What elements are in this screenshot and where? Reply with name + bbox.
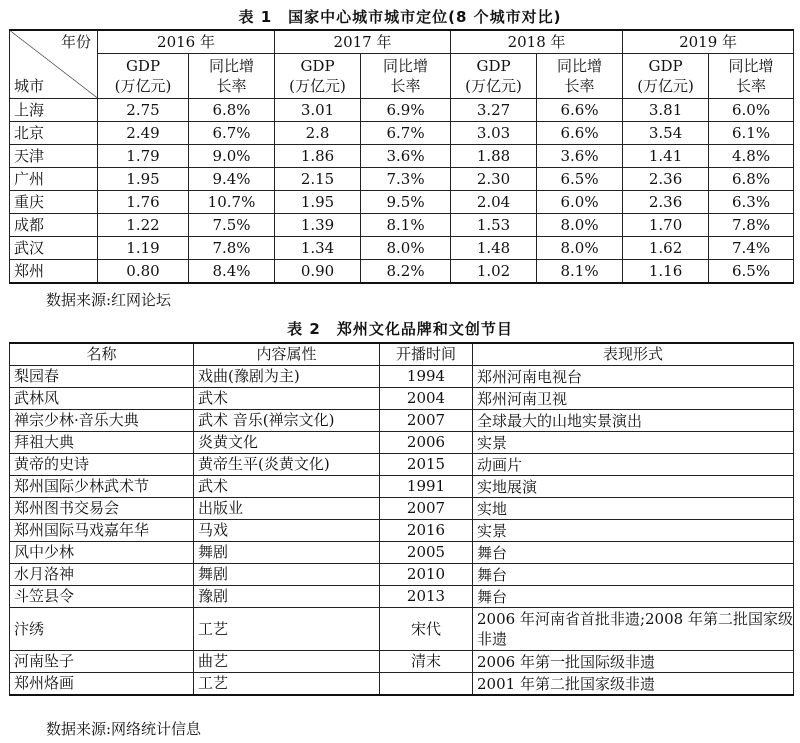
gdp-cell: 3.03 bbox=[451, 122, 537, 145]
gdp-cell: 1.95 bbox=[98, 168, 189, 191]
growth-cell: 8.1% bbox=[537, 260, 623, 284]
growth-cell: 6.6% bbox=[537, 99, 623, 122]
growth-cell: 7.8% bbox=[189, 237, 275, 260]
subheader-growth: 同比增 长率 bbox=[189, 54, 275, 99]
growth-cell: 6.6% bbox=[537, 122, 623, 145]
growth-cell: 6.9% bbox=[361, 99, 451, 122]
table1-source-note: 数据来源:红网论坛 bbox=[46, 291, 172, 309]
table-row bbox=[10, 520, 794, 542]
gdp-cell: 0.80 bbox=[98, 260, 189, 284]
subheader-growth: 同比增 长率 bbox=[361, 54, 451, 99]
gdp-cell: 3.54 bbox=[623, 122, 709, 145]
gdp-cell: 1.76 bbox=[98, 191, 189, 214]
attribute-cell: 武术 bbox=[194, 388, 380, 410]
form-cell: 郑州河南电视台 bbox=[473, 366, 794, 388]
attribute-cell: 马戏 bbox=[194, 520, 380, 542]
table-row bbox=[10, 214, 794, 237]
city-cell: 广州 bbox=[10, 168, 98, 191]
header-attribute: 内容属性 bbox=[194, 343, 380, 366]
table-row bbox=[10, 145, 794, 168]
form-cell: 舞台 bbox=[473, 542, 794, 564]
corner-city-label: 城市 bbox=[14, 77, 45, 95]
name-cell: 风中少林 bbox=[10, 542, 194, 564]
table-row bbox=[10, 564, 794, 586]
gdp-cell: 1.95 bbox=[275, 191, 361, 214]
gdp-cell: 1.39 bbox=[275, 214, 361, 237]
start-time-cell: 清末 bbox=[380, 651, 473, 673]
name-cell: 武林风 bbox=[10, 388, 194, 410]
attribute-cell: 武术 音乐(禅宗文化) bbox=[194, 410, 380, 432]
growth-cell: 6.5% bbox=[537, 168, 623, 191]
start-time-cell: 2016 bbox=[380, 520, 473, 542]
name-cell: 郑州国际马戏嘉年华 bbox=[10, 520, 194, 542]
growth-cell: 6.8% bbox=[189, 99, 275, 122]
growth-cell: 6.8% bbox=[709, 168, 794, 191]
gdp-cell: 2.8 bbox=[275, 122, 361, 145]
city-cell: 天津 bbox=[10, 145, 98, 168]
growth-cell: 4.8% bbox=[709, 145, 794, 168]
city-cell: 重庆 bbox=[10, 191, 98, 214]
table-row bbox=[10, 168, 794, 191]
growth-cell: 8.1% bbox=[361, 214, 451, 237]
table-row bbox=[10, 191, 794, 214]
growth-cell: 6.3% bbox=[709, 191, 794, 214]
attribute-cell: 戏曲(豫剧为主) bbox=[194, 366, 380, 388]
growth-cell: 3.6% bbox=[361, 145, 451, 168]
header-name: 名称 bbox=[10, 343, 194, 366]
year-header-2019: 2019 年 bbox=[623, 30, 794, 54]
gdp-cell: 1.70 bbox=[623, 214, 709, 237]
gdp-cell: 1.62 bbox=[623, 237, 709, 260]
attribute-cell: 舞剧 bbox=[194, 542, 380, 564]
attribute-cell: 豫剧 bbox=[194, 586, 380, 608]
table2-source-note: 数据来源:网络统计信息 bbox=[46, 720, 202, 738]
subheader-gdp: GDP (万亿元) bbox=[451, 54, 537, 99]
attribute-cell: 炎黄文化 bbox=[194, 432, 380, 454]
start-time-cell: 2013 bbox=[380, 586, 473, 608]
table1-title: 表 1 国家中心城市城市定位(8 个城市对比) bbox=[238, 8, 562, 26]
name-cell: 郑州图书交易会 bbox=[10, 498, 194, 520]
attribute-cell: 曲艺 bbox=[194, 651, 380, 673]
form-cell: 2001 年第二批国家级非遗 bbox=[473, 673, 794, 696]
start-time-cell: 2006 bbox=[380, 432, 473, 454]
start-time-cell: 2010 bbox=[380, 564, 473, 586]
name-cell: 水月洛神 bbox=[10, 564, 194, 586]
start-time-cell: 1994 bbox=[380, 366, 473, 388]
growth-cell: 7.5% bbox=[189, 214, 275, 237]
city-cell: 武汉 bbox=[10, 237, 98, 260]
attribute-cell: 舞剧 bbox=[194, 564, 380, 586]
name-cell: 郑州国际少林武术节 bbox=[10, 476, 194, 498]
table-row bbox=[10, 432, 794, 454]
growth-cell: 6.0% bbox=[709, 99, 794, 122]
gdp-cell: 2.15 bbox=[275, 168, 361, 191]
gdp-cell: 1.53 bbox=[451, 214, 537, 237]
form-cell: 实景 bbox=[473, 520, 794, 542]
gdp-cell: 1.16 bbox=[623, 260, 709, 284]
table-row bbox=[10, 608, 794, 651]
table2-title: 表 2 郑州文化品牌和文创节目 bbox=[287, 320, 513, 338]
growth-cell: 8.0% bbox=[537, 237, 623, 260]
start-time-cell: 2007 bbox=[380, 498, 473, 520]
growth-cell: 6.5% bbox=[709, 260, 794, 284]
growth-cell: 6.7% bbox=[361, 122, 451, 145]
form-cell: 2006 年第一批国际级非遗 bbox=[473, 651, 794, 673]
start-time-cell: 宋代 bbox=[380, 608, 473, 651]
growth-cell: 3.6% bbox=[537, 145, 623, 168]
year-header-2016: 2016 年 bbox=[98, 30, 275, 54]
corner-header-cell bbox=[10, 30, 98, 99]
table-row bbox=[10, 586, 794, 608]
gdp-cell: 2.04 bbox=[451, 191, 537, 214]
name-cell: 河南坠子 bbox=[10, 651, 194, 673]
growth-cell: 8.2% bbox=[361, 260, 451, 284]
growth-cell: 9.5% bbox=[361, 191, 451, 214]
header-start-time: 开播时间 bbox=[380, 343, 473, 366]
gdp-cell: 1.79 bbox=[98, 145, 189, 168]
table-row bbox=[10, 410, 794, 432]
header-form: 表现形式 bbox=[473, 343, 794, 366]
gdp-cell: 1.22 bbox=[98, 214, 189, 237]
attribute-cell: 武术 bbox=[194, 476, 380, 498]
name-cell: 禅宗少林·音乐大典 bbox=[10, 410, 194, 432]
gdp-cell: 3.81 bbox=[623, 99, 709, 122]
form-cell: 实地展演 bbox=[473, 476, 794, 498]
gdp-cell: 1.02 bbox=[451, 260, 537, 284]
growth-cell: 10.7% bbox=[189, 191, 275, 214]
gdp-cell: 2.36 bbox=[623, 191, 709, 214]
city-cell: 北京 bbox=[10, 122, 98, 145]
gdp-cell: 2.75 bbox=[98, 99, 189, 122]
city-gdp-table bbox=[9, 29, 794, 284]
subheader-growth: 同比增 长率 bbox=[709, 54, 794, 99]
form-cell: 舞台 bbox=[473, 586, 794, 608]
start-time-cell: 2015 bbox=[380, 454, 473, 476]
name-cell: 拜祖大典 bbox=[10, 432, 194, 454]
name-cell: 黄帝的史诗 bbox=[10, 454, 194, 476]
table-row bbox=[10, 454, 794, 476]
gdp-cell: 2.36 bbox=[623, 168, 709, 191]
subheader-gdp: GDP (万亿元) bbox=[275, 54, 361, 99]
form-cell: 2006 年河南省首批非遗;2008 年第二批国家级非遗 bbox=[473, 608, 794, 651]
table-row bbox=[10, 673, 794, 696]
subheader-growth: 同比增 长率 bbox=[537, 54, 623, 99]
name-cell: 郑州烙画 bbox=[10, 673, 194, 696]
gdp-cell: 1.41 bbox=[623, 145, 709, 168]
growth-cell: 8.0% bbox=[361, 237, 451, 260]
year-header-2018: 2018 年 bbox=[451, 30, 623, 54]
gdp-cell: 3.01 bbox=[275, 99, 361, 122]
growth-cell: 9.0% bbox=[189, 145, 275, 168]
gdp-cell: 2.30 bbox=[451, 168, 537, 191]
form-cell: 舞台 bbox=[473, 564, 794, 586]
gdp-cell: 1.86 bbox=[275, 145, 361, 168]
name-cell: 斗笠县令 bbox=[10, 586, 194, 608]
attribute-cell: 黄帝生平(炎黄文化) bbox=[194, 454, 380, 476]
form-cell: 郑州河南卫视 bbox=[473, 388, 794, 410]
subheader-gdp: GDP (万亿元) bbox=[98, 54, 189, 99]
gdp-cell: 3.27 bbox=[451, 99, 537, 122]
form-cell: 全球最大的山地实景演出 bbox=[473, 410, 794, 432]
growth-cell: 6.1% bbox=[709, 122, 794, 145]
growth-cell: 6.0% bbox=[537, 191, 623, 214]
table-row bbox=[10, 476, 794, 498]
year-header-2017: 2017 年 bbox=[275, 30, 451, 54]
city-cell: 上海 bbox=[10, 99, 98, 122]
growth-cell: 7.8% bbox=[709, 214, 794, 237]
growth-cell: 7.4% bbox=[709, 237, 794, 260]
attribute-cell: 出版业 bbox=[194, 498, 380, 520]
name-cell: 梨园春 bbox=[10, 366, 194, 388]
start-time-cell: 2007 bbox=[380, 410, 473, 432]
form-cell: 实景 bbox=[473, 432, 794, 454]
gdp-cell: 2.49 bbox=[98, 122, 189, 145]
city-cell: 成都 bbox=[10, 214, 98, 237]
attribute-cell: 工艺 bbox=[194, 673, 380, 696]
gdp-cell: 0.90 bbox=[275, 260, 361, 284]
growth-cell: 7.3% bbox=[361, 168, 451, 191]
table-row bbox=[10, 498, 794, 520]
growth-cell: 8.4% bbox=[189, 260, 275, 284]
start-time-cell: 1991 bbox=[380, 476, 473, 498]
growth-cell: 6.7% bbox=[189, 122, 275, 145]
culture-brand-table bbox=[9, 342, 794, 696]
table-row bbox=[10, 651, 794, 673]
start-time-cell bbox=[380, 673, 473, 696]
table-row bbox=[10, 542, 794, 564]
table-row bbox=[10, 237, 794, 260]
attribute-cell: 工艺 bbox=[194, 608, 380, 651]
gdp-cell: 1.88 bbox=[451, 145, 537, 168]
gdp-cell: 1.19 bbox=[98, 237, 189, 260]
start-time-cell: 2004 bbox=[380, 388, 473, 410]
growth-cell: 9.4% bbox=[189, 168, 275, 191]
table-row bbox=[10, 366, 794, 388]
form-cell: 实地 bbox=[473, 498, 794, 520]
start-time-cell: 2005 bbox=[380, 542, 473, 564]
gdp-cell: 1.34 bbox=[275, 237, 361, 260]
form-cell: 动画片 bbox=[473, 454, 794, 476]
table-row bbox=[10, 388, 794, 410]
growth-cell: 8.0% bbox=[537, 214, 623, 237]
corner-year-label: 年份 bbox=[60, 33, 91, 51]
gdp-cell: 1.48 bbox=[451, 237, 537, 260]
table-row bbox=[10, 122, 794, 145]
city-cell: 郑州 bbox=[10, 260, 98, 284]
subheader-gdp: GDP (万亿元) bbox=[623, 54, 709, 99]
table-row bbox=[10, 99, 794, 122]
table-row bbox=[10, 260, 794, 284]
name-cell: 汴绣 bbox=[10, 608, 194, 651]
